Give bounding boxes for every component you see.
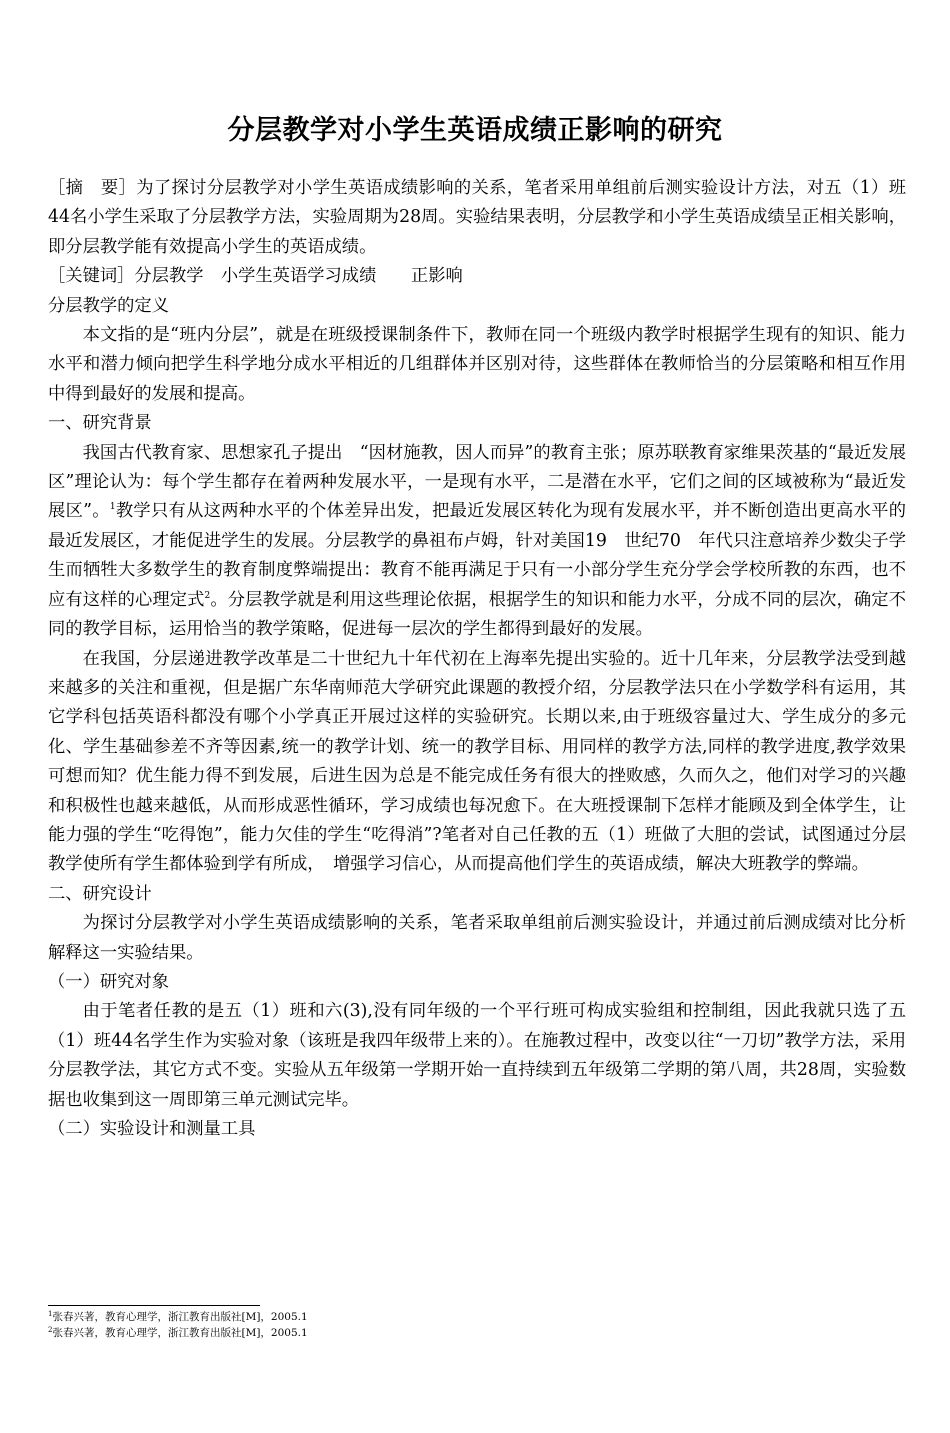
footnote-ref-1[interactable]: 1 — [109, 502, 116, 513]
section-heading-definition: 分层教学的定义 — [48, 295, 169, 316]
footnote-1 — [48, 1310, 848, 1326]
subsection-heading-tools: （二）实验设计和测量工具 — [48, 1119, 256, 1139]
paragraph-design: 为探讨分层教学对小学生英语成绩影响的关系，笔者采取单组前后测实验设计，并通过前后测成绩对比分析解释这一实验结果。 — [48, 913, 906, 963]
footnote-mark: 1 — [48, 1310, 53, 1318]
keywords-label: ［关键词］ — [48, 266, 135, 287]
paragraph-background-2: 在我国，分层递进教学改革是二十世纪九十年代初在上海率先提出实验的。近十几年来，分层教学法受到越来越多的关注和重视，但是据广东华南师范大学研究此课题的教授介绍，分层教学法只在小学数学科有运用，其它学科包括英语科都没有哪个小学真正开展过这样的实验研究。长期以来,由于班级容量过大、学生成分的多元化、学生基础参差不齐等因素,统一的教学计划、统一的教学目标、用同样的教学方法,同样的教学进度,教学效果可想而知？优生能力得不到发展，后进生因为总是不能完成任务有很大的挫败感，久而久之，他们对学习的兴趣和积极性也越来越低，从而形成恶性循环，学习成绩也每况愈下。在大班授课制下怎样才能顾及到全体学生，让能力强的学生“吃得饱”，能力欠佳的学生“吃得消”?笔者对自己任教的五（1）班做了大胆的尝试，试图通过分层教学使所有学生都体验到学有所成， 增强学习信心，从而提高他们学生的英语成绩，解决大班教学的弊端。 — [48, 648, 906, 875]
paragraph-subjects: 由于笔者任教的是五（1）班和六(3),没有同年级的一个平行班可构成实验组和控制组，因此我就只选了五（1）班44名学生作为实验对象（该班是我四年级带上来的）。在施教过程中，改变以往“一刀切”教学方法，采用分层教学法，其它方式不变。实验从五年级第一学期开始一直持续到五年级第二学期的第八周，共28周，实验数据也收集到这一周即第三单元测试完毕。 — [48, 1001, 906, 1110]
subsection-heading-subjects: （一）研究对象 — [48, 971, 169, 992]
footnote-divider — [48, 1305, 260, 1306]
section-heading-background: 一、研究背景 — [48, 413, 152, 434]
keywords-text: 分层教学 小学生英语学习成绩 正影响 — [134, 266, 463, 287]
abstract — [48, 174, 906, 262]
paragraph-background-1 — [48, 439, 906, 645]
footnote-text: 张春兴著，教育心理学，浙江教育出版社[M]，2005.1 — [52, 1311, 308, 1323]
paragraph-text: 我国古代教育家、思想家孔子提出 “因材施教，因人而异”的教育主张；原苏联教育家维果茨基的“最近发展区”理论认为：每个学生都存在着两种发展水平，一是现有水平，二是潜在水平，它们之间的区域被称为“最近发展区”。 — [48, 442, 906, 522]
footnote-mark: 2 — [48, 1325, 53, 1334]
footnote-ref-2[interactable]: 2 — [204, 590, 211, 601]
paragraph-text: 。分层教学就是利用这些理论依据，根据学生的知识和能力水平，分成不同的层次，确定不同的教学目标，运用恰当的教学策略，促进每一层次的学生都得到最好的发展。 — [48, 589, 906, 640]
paragraph-text: 教学只有从这两种水平的个体差异出发，把最近发展区转化为现有发展水平，并不断创造出更高水平的最近发展区，才能促进学生的发展。分层教学的鼻祖布卢姆，针对美国19 世纪70 年代只注意培养少数尖子学生而牺牲大多数学生的教育制度弊端提出：教育不能再满足于只有一小部分学生充分学会学校所教的东西，也不应有这样的心理定式 — [48, 501, 906, 610]
abstract-label: ［摘 要］ — [48, 178, 137, 198]
footnote-text: 张春兴著，教育心理学，浙江教育出版社[M]，2005.1 — [52, 1326, 308, 1339]
page-title: 分层教学对小学生英语成绩正影响的研究 — [227, 115, 723, 146]
document-body — [48, 174, 906, 1144]
paragraph-definition: 本文指的是“班内分层”，就是在班级授课制条件下，教师在同一个班级内教学时根据学生现有的知识、能力水平和潜力倾向把学生科学地分成水平相近的几组群体并区别对待，这些群体在教师恰当的分层策略和相互作用中得到最好的发展和提高。 — [48, 325, 906, 404]
section-heading-design: 二、研究设计 — [48, 883, 152, 904]
footnotes — [48, 1310, 848, 1341]
footnote-2 — [48, 1326, 848, 1342]
abstract-text: 为了探讨分层教学对小学生英语成绩影响的关系，笔者采用单组前后测实验设计方法，对五（1）班44名小学生采取了分层教学方法，实验周期为28周。实验结果表明，分层教学和小学生英语成绩呈正相关影响，即分层教学能有效提高小学生的英语成绩。 — [48, 178, 906, 257]
keywords — [48, 262, 906, 291]
